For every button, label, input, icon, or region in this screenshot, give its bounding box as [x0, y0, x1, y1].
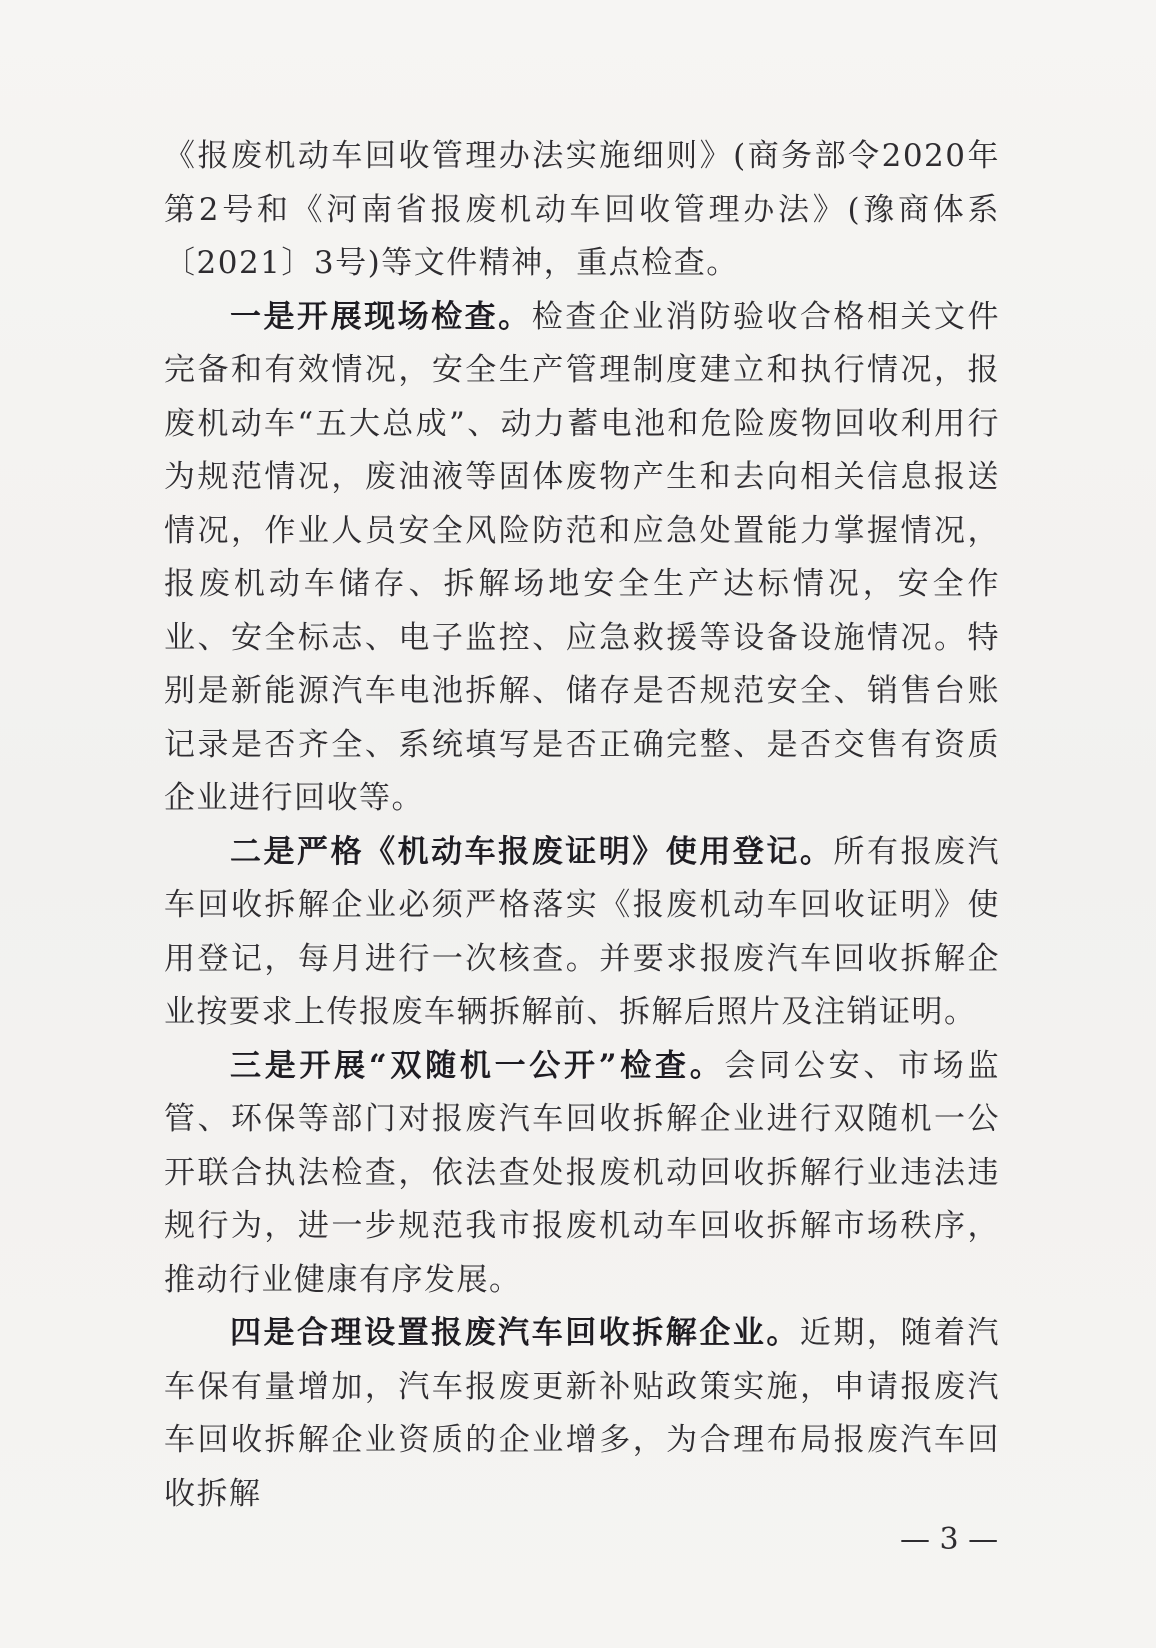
- document-body: [164, 130, 1000, 1521]
- paragraph-lead-4: 四是合理设置报废汽车回收拆解企业。: [230, 1315, 800, 1351]
- paragraph-lead-1: 一是开展现场检查。: [230, 298, 532, 335]
- paragraph-body-2: 所有报废汽车回收拆解企业必须严格落实《报废机动车回收证明》使用登记，每月进行一次核查。并要求报废汽车回收拆解企业按要求上传报废车辆拆解前、拆解后照片及注销证明。: [164, 833, 1001, 1030]
- paragraph-body-4: 近期，随着汽车保有量增加，汽车报废更新补贴政策实施，申请报废汽车回收拆解企业资质的企业增多，为合理布局报废汽车回收拆解: [164, 1315, 1001, 1512]
- paragraph-body-3: 会同公安、市场监管、环保等部门对报废汽车回收拆解企业进行双随机一公开联合执法检查，依法查处报废机动回收拆解行业违法违规行为，进一步规范我市报废机动车回收拆解市场秩序，推动行业健康有序发展。: [164, 1047, 1000, 1298]
- paragraph-continuation-text: 《报废机动车回收管理办法实施细则》(商务部令2020年第2号和《河南省报废机动车回收管理办法》(豫商体系〔2021〕3号)等文件精神，重点检查。: [164, 138, 1000, 281]
- paragraph-lead-3: 三是开展“双随机一公开”检查。: [230, 1047, 725, 1084]
- paragraph-random-inspection: [164, 1040, 1000, 1308]
- paragraph-body-1: 检查企业消防验收合格相关文件完备和有效情况，安全生产管理制度建立和执行情况，报废机动车“五大总成”、动力蓄电池和危险废物回收利用行为规范情况，废油液等固体废物产生和去向相关信息报送情况，作业人员安全风险防范和应急处置能力掌握情况，报废机动车储存、拆解场地安全生产达标情况，安全作业、安全标志、电子监控、应急救援等设备设施情况。特别是新能源汽车电池拆解、储存是否规范安全、销售台账记录是否齐全、系统填写是否正确完整、是否交售有资质企业进行回收等。: [164, 298, 1001, 816]
- paragraph-onsite-inspection: [164, 291, 1000, 826]
- page-number: — 3 —: [900, 1522, 999, 1557]
- paragraph-lead-2: 二是严格《机动车报废证明》使用登记。: [230, 833, 834, 870]
- paragraph-certificate-registration: [164, 826, 1000, 1040]
- paragraph-continuation: [164, 130, 1000, 291]
- paragraph-enterprise-layout: [164, 1307, 1000, 1521]
